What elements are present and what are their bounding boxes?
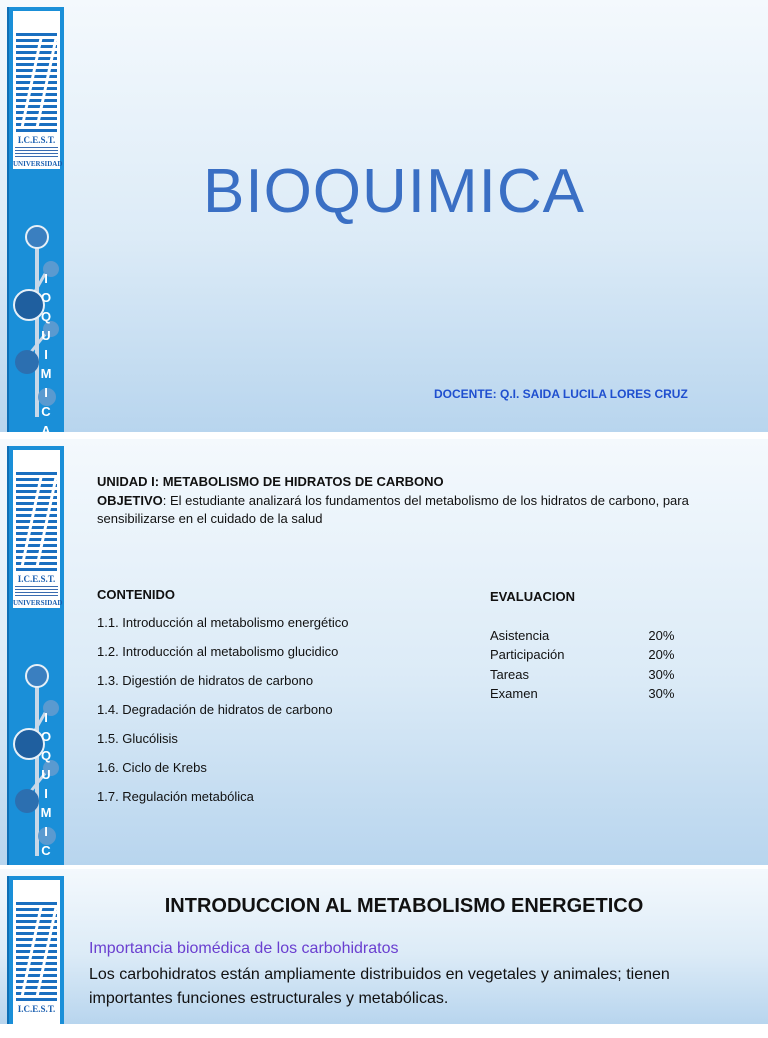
slide-title: BIOQUIMICA	[202, 157, 586, 226]
list-item: 1.7. Regulación metabólica	[97, 789, 254, 804]
vertical-letter: M	[40, 366, 52, 381]
logo-name: I.C.E.S.T.	[17, 1004, 56, 1014]
eval-item: Examen	[490, 686, 538, 702]
logo-name: I.C.E.S.T.	[17, 574, 56, 584]
logo-name: I.C.E.S.T.	[17, 135, 56, 145]
institute-logo	[13, 11, 63, 169]
evaluacion-heading: EVALUACION	[490, 589, 575, 604]
vertical-letter: C	[41, 404, 51, 419]
slide-title: INTRODUCCION AL METABOLISMO ENERGETICO	[164, 895, 644, 917]
vertical-letter: O	[40, 290, 52, 305]
contenido-list	[97, 614, 348, 817]
list-item: 1.1. Introducción al metabolismo energético	[97, 615, 349, 630]
eval-pct: 20%	[648, 628, 675, 644]
vertical-letter: U	[41, 767, 51, 782]
molecule-icon	[9, 646, 64, 876]
list-item: 1.4. Degradación de hidratos de carbono	[97, 702, 333, 717]
molecule-icon	[9, 207, 64, 437]
objetivo-text: : El estudiante analizará los fundamentos del metabolismo de los hidratos de carbono, para sensibilizarse en el cuidado de la salud	[97, 493, 689, 526]
logo-subtitle-lines	[15, 586, 58, 598]
side-banner	[7, 876, 64, 1024]
eval-item: Participación	[490, 647, 565, 663]
eval-pct: 30%	[648, 666, 675, 682]
docente-label: DOCENTE: Q.I. SAIDA LUCILA LORES CRUZ	[434, 387, 688, 401]
institute-logo	[13, 450, 63, 608]
logo-univer: UNIVERSIDAD	[13, 599, 63, 607]
list-item: 1.2. Introducción al metabolismo glucidico	[97, 644, 339, 659]
vertical-letter: C	[41, 843, 51, 858]
slide-subtitle: Importancia biomédica de los carbohidratos	[89, 940, 399, 957]
list-item: 1.6. Ciclo de Krebs	[97, 760, 207, 775]
vertical-letter: I	[44, 385, 48, 400]
slide-1	[0, 0, 768, 438]
list-item: 1.3. Digestión de hidratos de carbono	[97, 673, 314, 688]
vertical-word	[39, 708, 53, 879]
objetivo-label: OBJETIVO	[97, 493, 163, 508]
eval-item: Asistencia	[490, 628, 550, 644]
table-row	[490, 665, 674, 684]
vertical-letter: Q	[40, 748, 52, 763]
vertical-word	[39, 269, 53, 440]
slide-body: Los carbohidratos están ampliamente distribuidos en vegetales y animales; tienen importantes funciones estructurales y metabólicas.	[89, 966, 670, 1007]
logo-univer: UNIVERSIDAD	[13, 160, 63, 168]
vertical-letter: I	[44, 824, 48, 839]
slide-3	[0, 869, 768, 1024]
logo-stripes-icon	[16, 33, 57, 133]
eval-pct: 30%	[648, 686, 675, 702]
slide-2	[0, 439, 768, 865]
contenido-heading: CONTENIDO	[97, 587, 175, 602]
table-row	[490, 626, 674, 645]
vertical-letter: Q	[40, 309, 52, 324]
logo-stripes-icon	[16, 902, 57, 1002]
vertical-letter: O	[40, 729, 52, 744]
vertical-letter: A	[41, 423, 51, 438]
eval-pct: 20%	[648, 647, 675, 663]
objetivo-paragraph	[97, 492, 737, 528]
institute-logo	[13, 880, 60, 1038]
side-banner	[7, 446, 64, 865]
vertical-letter: U	[41, 328, 51, 343]
unidad-heading: UNIDAD I: METABOLISMO DE HIDRATOS DE CARBONO	[97, 474, 444, 489]
vertical-letter: I	[44, 786, 48, 801]
table-row	[490, 684, 674, 703]
list-item: 1.5. Glucólisis	[97, 731, 178, 746]
evaluacion-table	[490, 626, 674, 703]
vertical-letter: M	[40, 805, 52, 820]
vertical-letter: I	[44, 271, 48, 286]
vertical-letter: I	[44, 710, 48, 725]
eval-item: Tareas	[490, 666, 530, 682]
vertical-letter: I	[44, 347, 48, 362]
logo-stripes-icon	[16, 472, 57, 572]
table-row	[490, 645, 674, 664]
